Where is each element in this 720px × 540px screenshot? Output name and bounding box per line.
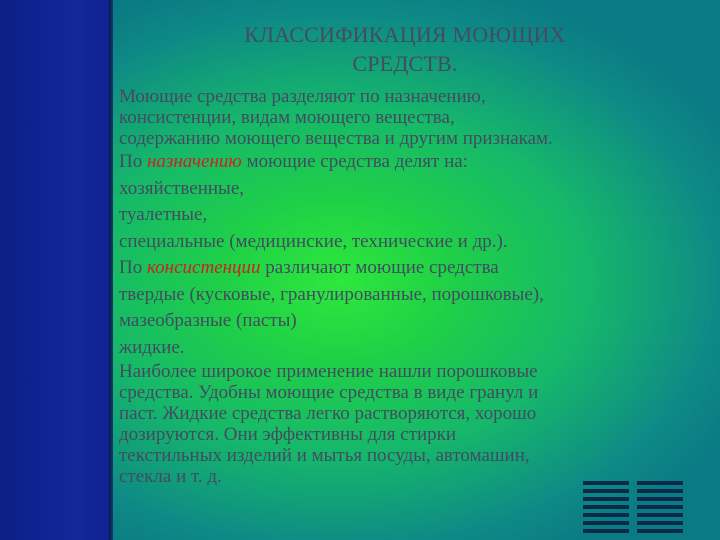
conclusion-line: дозируются. Они эффективны для стирки <box>119 424 457 445</box>
purpose-item: хозяйственные, <box>119 177 245 199</box>
purpose-prefix: По <box>119 151 147 172</box>
left-blue-bar <box>0 0 109 540</box>
intro-line: консистенции, видам моющего вещества, <box>119 107 455 128</box>
consistency-item: мазеобразные (пасты) <box>119 310 297 331</box>
conclusion-line: Наиболее широкое применение нашли порошковые <box>119 361 538 382</box>
conclusion-line: средства. Удобны моющие средства в виде гранул и <box>119 382 539 403</box>
slide-title <box>150 20 660 78</box>
intro-line: Моющие средства разделяют по назначению, <box>119 86 486 107</box>
conclusion-line: паст. Жидкие средства легко растворяются, хорошо <box>119 403 537 424</box>
consistency-prefix: По <box>119 257 147 278</box>
conclusion-line: текстильных изделий и мытья посуды, автомашин, <box>119 445 530 466</box>
left-bar-edge <box>109 0 113 540</box>
title-line-2: СРЕДСТВ. <box>352 51 458 76</box>
consistency-heading <box>119 255 689 282</box>
purpose-item: туалетные, <box>119 204 208 225</box>
purpose-suffix: моющие средства делят на: <box>241 151 468 172</box>
conclusion-line: стекла и т. д. <box>119 466 222 487</box>
title-line-1: КЛАССИФИКАЦИЯ МОЮЩИХ <box>244 22 566 47</box>
intro-line: содержанию моющего вещества и другим признакам. <box>119 128 553 149</box>
consistency-keyword: консистенции <box>146 257 261 278</box>
purpose-heading <box>119 149 689 176</box>
purpose-item: специальные (медицинские, технические и др.). <box>119 230 508 252</box>
consistency-suffix: различают моющие средства <box>260 257 499 278</box>
decorative-stripes-left <box>583 481 629 536</box>
decorative-stripes-right <box>637 481 683 536</box>
consistency-item: твердые (кусковые, гранулированные, порошковые), <box>119 283 544 305</box>
consistency-item: жидкие. <box>119 336 185 358</box>
purpose-keyword: назначению <box>146 151 242 172</box>
slide-body <box>119 86 689 487</box>
